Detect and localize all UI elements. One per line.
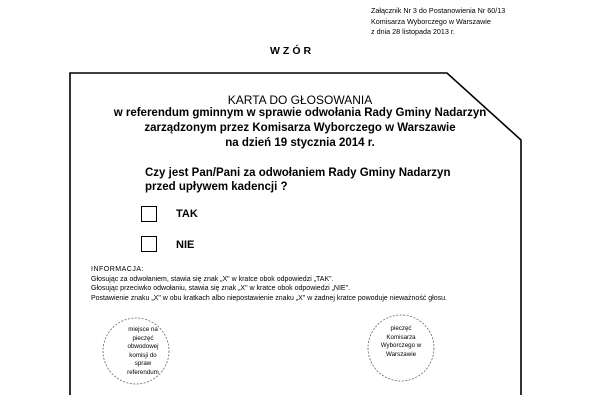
stamp-text-line: pieczęć bbox=[390, 325, 412, 332]
commissioner-stamp-text bbox=[368, 325, 434, 359]
no-checkbox[interactable] bbox=[141, 236, 157, 252]
stamp-text-line: Wyborczego w bbox=[380, 342, 422, 350]
stamp-text-line: referendum bbox=[127, 368, 159, 376]
question-line-2: przed upływem kadencji ? bbox=[145, 181, 288, 193]
stamp-text-line: spraw bbox=[134, 360, 152, 368]
stamp-text-line: miejsce na bbox=[128, 326, 158, 333]
ballot-date: na dzień 19 stycznia 2014 r. bbox=[225, 137, 375, 149]
information-block bbox=[91, 265, 447, 303]
yes-checkbox[interactable] bbox=[141, 206, 157, 222]
information-heading: INFORMACJA: bbox=[91, 266, 144, 273]
annex-line-1: Załącznik Nr 3 do Postanowienia Nr 60/13 bbox=[371, 6, 506, 15]
stamp-text-line: pieczęć bbox=[132, 334, 154, 342]
yes-label: TAK bbox=[176, 208, 198, 220]
information-line-3: Postawienie znaku „X" w obu kratkach albo niepostawienie znaku „X" w żadnej kratce powoduje nieważność głosu. bbox=[91, 294, 447, 302]
ballot-subtitle-1: w referendum gminnym w sprawie odwołania Rady Gminy Nadarzyn bbox=[113, 107, 487, 119]
annex-line-2: Komisarza Wyborczego w Warszawie bbox=[371, 16, 491, 26]
stamp-text-line: komisji do bbox=[129, 351, 157, 359]
question-line-1: Czy jest Pan/Pani za odwołaniem Rady Gminy Nadarzyn bbox=[145, 167, 451, 179]
stamp-text-line: obwodowej bbox=[127, 343, 159, 351]
ballot-subtitle-2: zarządzonym przez Komisarza Wyborczego w Warszawie bbox=[144, 122, 456, 134]
specimen-label: WZÓR bbox=[270, 45, 315, 57]
ballot-title: KARTA DO GŁOSOWANIA bbox=[227, 93, 373, 107]
annex-line-3: z dnia 28 listopada 2013 r. bbox=[371, 27, 455, 36]
stamp-text-line: Warszawie bbox=[385, 350, 417, 358]
information-line-2: Głosując przeciwko odwołaniu, stawia się znak „X" w kratce obok odpowiedzi „NIE". bbox=[91, 285, 351, 293]
no-label: NIE bbox=[176, 239, 195, 251]
information-line-1: Głosując za odwołaniem, stawia się znak „X" w kratce obok odpowiedzi „TAK". bbox=[91, 275, 334, 283]
stamp-text-line: Komisarza bbox=[386, 333, 416, 341]
commission-stamp-text bbox=[110, 326, 176, 378]
